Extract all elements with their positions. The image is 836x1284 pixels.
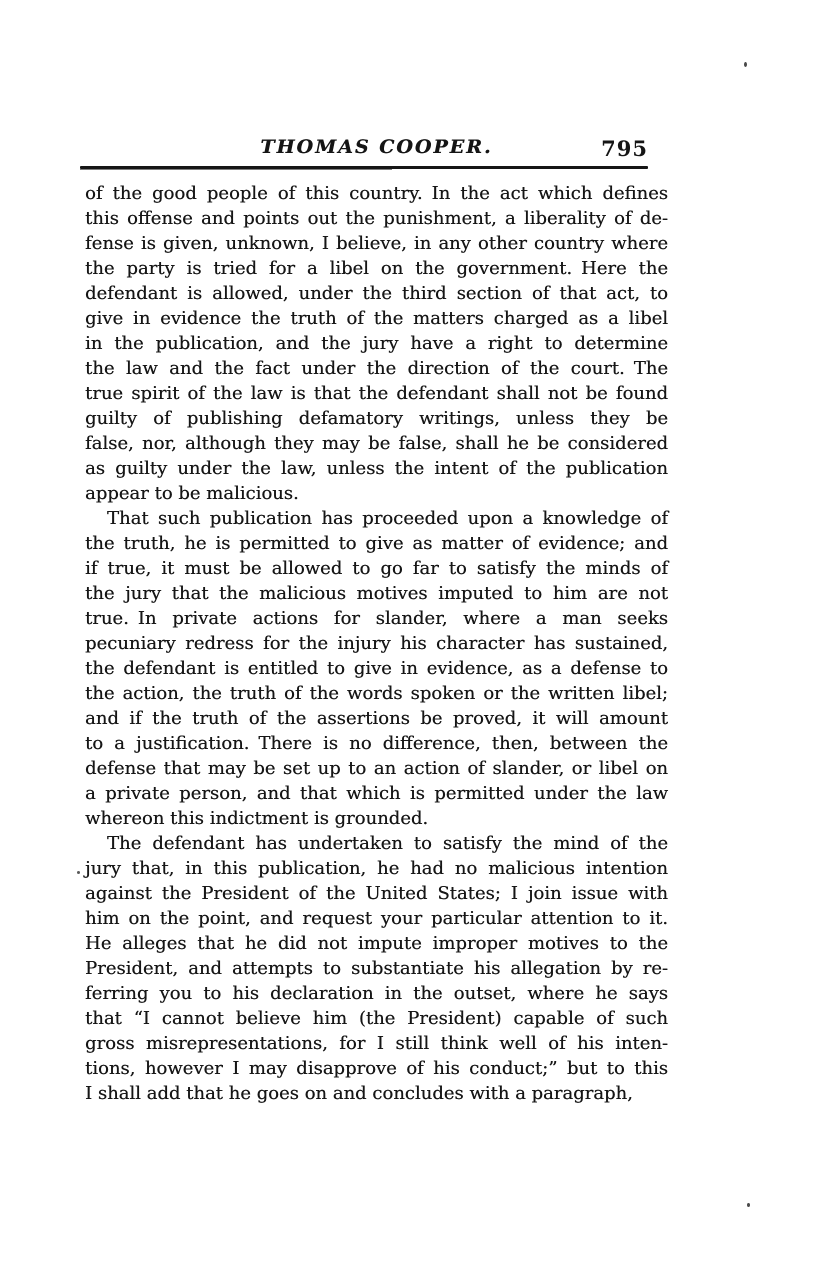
text-line: the action, the truth of the words spoken or the written libel; [85, 683, 668, 704]
text-line: President, and attempts to substantiate his allegation by re- [85, 958, 668, 979]
text-line: defendant is allowed, under the third section of that act, to [85, 283, 668, 304]
text-line: true spirit of the law is that the defendant shall not be found [85, 383, 668, 404]
text-line: that “I cannot believe him (the President) capable of such [85, 1008, 668, 1029]
text-line: him on the point, and request your particular attention to it. [85, 908, 668, 929]
text-line: gross misrepresentations, for I still think well of his inten- [85, 1033, 668, 1054]
text-line: a private person, and that which is permitted under the law [85, 783, 668, 804]
text-line: whereon this indictment is grounded. [85, 808, 429, 829]
text-line: to a justification. There is no difference, then, between the [85, 733, 668, 754]
text-line: the truth, he is permitted to give as matter of evidence; and [85, 533, 668, 554]
text-line: false, nor, although they may be false, shall he be considered [85, 433, 668, 454]
text-line: He alleges that he did not impute improper motives to the [85, 933, 668, 954]
scan-speck [744, 62, 747, 67]
text-line: of the good people of this country. In the act which defines [85, 183, 668, 204]
scan-speck [747, 1203, 750, 1207]
text-line: and if the truth of the assertions be proved, it will amount [85, 708, 668, 729]
text-line: against the President of the United States; I join issue with [85, 883, 668, 904]
text-line: ferring you to his declaration in the outset, where he says [85, 983, 668, 1004]
text-line: tions, however I may disapprove of his conduct;” but to this [85, 1058, 668, 1079]
header-rule [80, 166, 648, 169]
scan-speck [77, 871, 80, 874]
text-line: defense that may be set up to an action of slander, or libel on [85, 758, 668, 779]
text-line: pecuniary redress for the injury his character has sustained, [85, 633, 668, 654]
text-line: fense is given, unknown, I believe, in any other country where [85, 233, 668, 254]
text-line: jury that, in this publication, he had no malicious intention [85, 858, 668, 879]
text-line: true. In private actions for slander, where a man seeks [85, 608, 668, 629]
text-line: appear to be malicious. [85, 483, 299, 504]
page-number: 795 [601, 136, 648, 161]
text-line: the party is tried for a libel on the government. Here the [85, 258, 668, 279]
text-line: in the publication, and the jury have a right to determine [85, 333, 668, 354]
text-line: give in evidence the truth of the matters charged as a libel [85, 308, 668, 329]
running-head [85, 136, 668, 164]
paragraph [85, 181, 668, 506]
page-title: THOMAS COOPER. [260, 136, 493, 158]
text-line: I shall add that he goes on and concludes with a paragraph, [85, 1083, 633, 1104]
text-line: The defendant has undertaken to satisfy the mind of the [107, 833, 668, 854]
text-line: the law and the fact under the direction of the court. The [85, 358, 668, 379]
text-line: if true, it must be allowed to go far to satisfy the minds of [85, 558, 668, 579]
text-line: That such publication has proceeded upon a knowledge of [107, 508, 668, 529]
page-body-text [85, 181, 668, 1106]
text-line: as guilty under the law, unless the intent of the publication [85, 458, 668, 479]
text-line: the defendant is entitled to give in evidence, as a defense to [85, 658, 668, 679]
text-line: the jury that the malicious motives imputed to him are not [85, 583, 668, 604]
text-line: guilty of publishing defamatory writings, unless they be [85, 408, 668, 429]
paragraph [85, 506, 668, 831]
text-line: this offense and points out the punishment, a liberality of de- [85, 208, 668, 229]
paragraph [85, 831, 668, 1106]
